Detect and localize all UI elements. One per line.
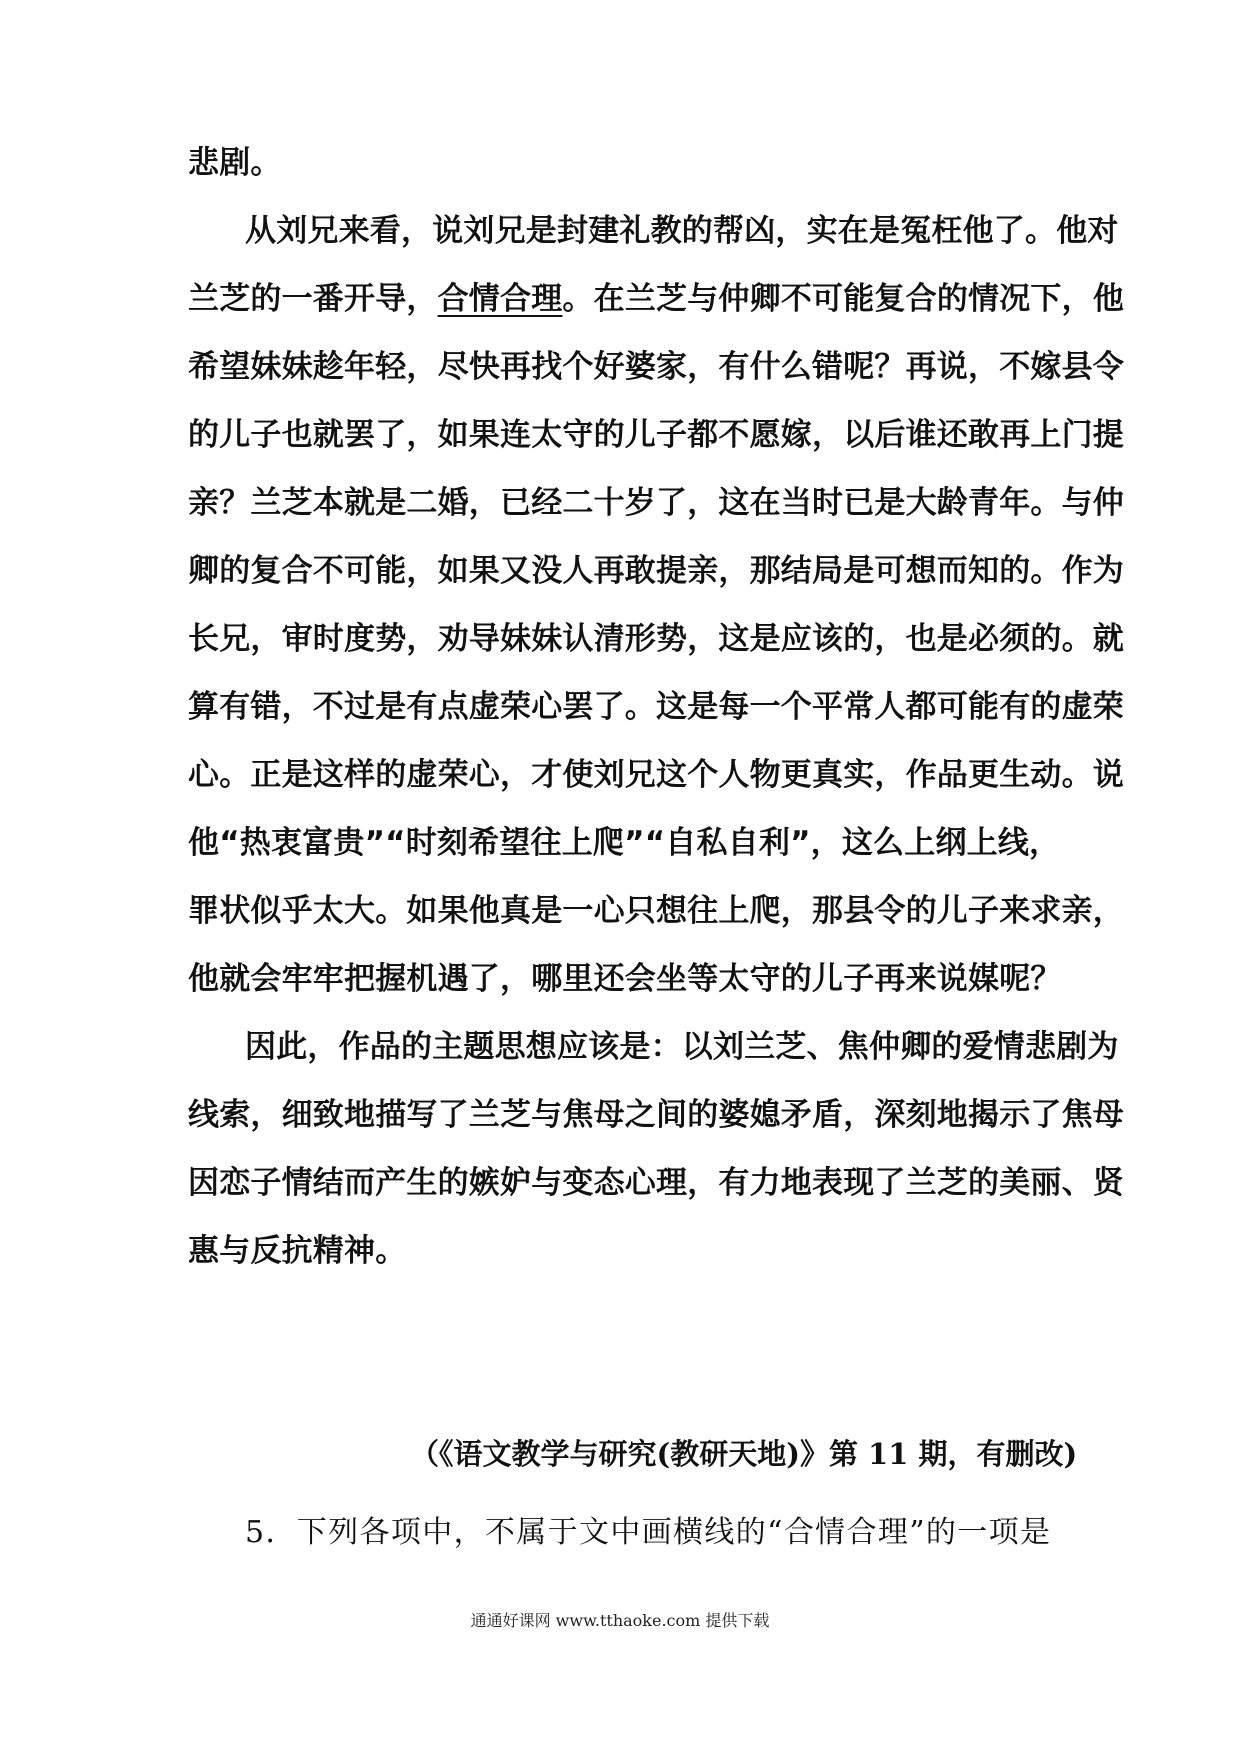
paragraph-line: 的儿子也就罢了，如果连太守的儿子都不愿嫁，以后谁还敢再上门提 — [188, 417, 1124, 453]
line-text: 。在兰芝与仲卿不可能复合的情况下，他 — [562, 281, 1125, 317]
paragraph-line: 悲剧。 — [188, 145, 282, 181]
paragraph-line-with-underline — [188, 279, 1125, 319]
paragraph-line: 惠与反抗精神。 — [188, 1233, 407, 1269]
paragraph-line: 卿的复合不可能，如果又没人再敢提亲，那结局是可想而知的。作为 — [188, 553, 1124, 589]
paragraph-line: 罪状似乎太大。如果他真是一心只想往上爬，那县令的儿子来求亲， — [188, 893, 1124, 929]
paragraph-line: 算有错，不过是有点虚荣心罢了。这是每一个平常人都可能有的虚荣 — [188, 689, 1124, 725]
paragraph-line: 从刘兄来看，说刘兄是封建礼教的帮凶，实在是冤枉他了。他对 — [245, 213, 1119, 249]
paragraph-line: 亲？兰芝本就是二婚，已经二十岁了，这在当时已是大龄青年。与仲 — [188, 485, 1124, 521]
underlined-phrase: 合情合理 — [437, 281, 563, 317]
source-citation: （《语文教学与研究(教研天地)》第 11 期，有删改) — [410, 1437, 1078, 1471]
paragraph-line: 他就会牢牢把握机遇了，哪里还会坐等太守的儿子再来说媒呢？ — [188, 961, 1062, 997]
paragraph-line: 长兄，审时度势，劝导妹妹认清形势，这是应该的，也是必须的。就 — [188, 621, 1124, 657]
paragraph-line: 他“热衷富贵”“时刻希望往上爬”“自私自利”，这么上纲上线， — [188, 825, 1061, 861]
paragraph-line: 线索，细致地描写了兰芝与焦母之间的婆媳矛盾，深刻地揭示了焦母 — [188, 1097, 1124, 1133]
paragraph-line: 因此，作品的主题思想应该是：以刘兰芝、焦仲卿的爱情悲剧为 — [245, 1029, 1119, 1065]
footer-watermark: 通通好课网 www.tthaoke.com 提供下载 — [470, 1611, 770, 1630]
paragraph-line: 因恋子情结而产生的嫉妒与变态心理，有力地表现了兰芝的美丽、贤 — [188, 1165, 1124, 1201]
paragraph-line: 希望妹妹趁年轻，尽快再找个好婆家，有什么错呢？再说，不嫁县令 — [188, 349, 1124, 385]
paragraph-line: 心。正是这样的虚荣心，才使刘兄这个人物更真实，作品更生动。说 — [188, 757, 1124, 793]
question-stem: 5．下列各项中，不属于文中画横线的“合情合理”的一项是 — [245, 1515, 1050, 1550]
line-text: 兰芝的一番开导， — [188, 281, 438, 317]
